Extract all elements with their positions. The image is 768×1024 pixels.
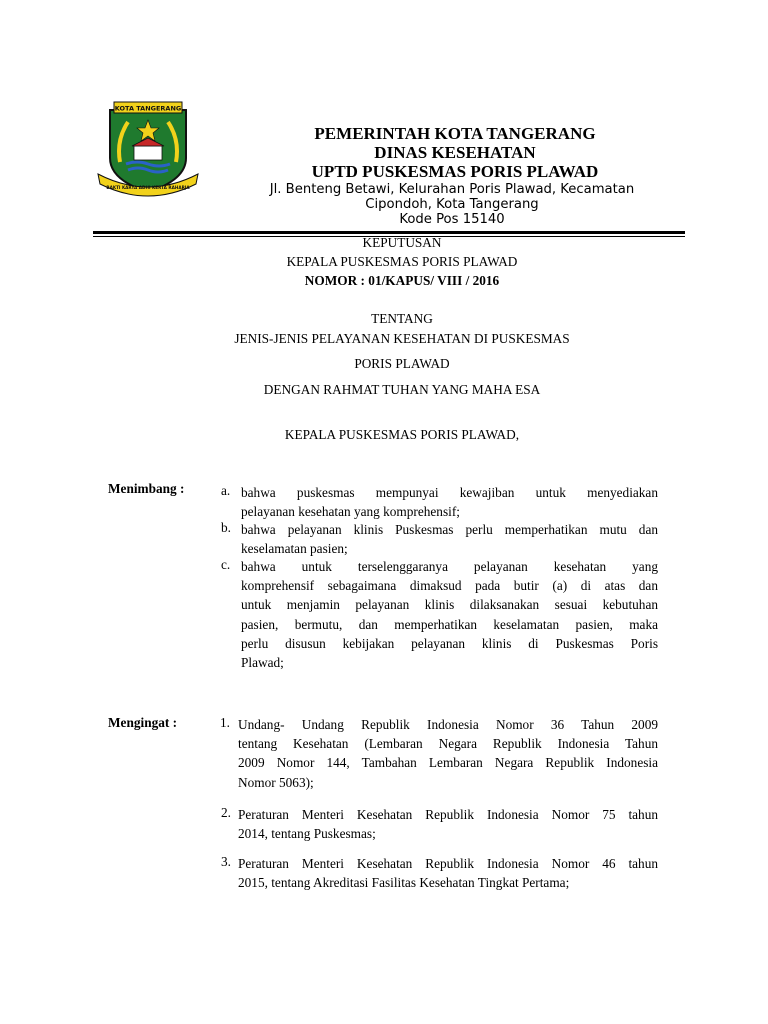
menimbang-item-b xyxy=(241,520,658,558)
menimbang-label: Menimbang : xyxy=(108,481,185,496)
decree-subject-line2: PORIS PLAWAD xyxy=(354,356,450,371)
text-line: Plawad; xyxy=(241,655,284,671)
text-line: 2014, tentang Puskesmas; xyxy=(238,826,376,842)
text-line: bahwa untuk terselenggaranya pelayanan kesehatan yang xyxy=(241,559,658,574)
kota-tangerang-emblem xyxy=(96,100,200,200)
mengingat-item-3 xyxy=(238,854,658,892)
svg-text:BAKTI KARYA ADHI KERTA RAHARJA: BAKTI KARYA ADHI KERTA RAHARJA xyxy=(106,185,190,190)
menimbang-item-c xyxy=(241,557,658,672)
text-line: tentang Kesehatan (Lembaran Negara Republik Indonesia Tahun xyxy=(238,736,658,752)
text-line: pasien, bermutu, dan memperhatikan keselamatan pasien, maka xyxy=(241,616,658,632)
letterhead-address-line1: Jl. Benteng Betawi, Kelurahan Poris Plawad, Kecamatan xyxy=(269,182,635,197)
text-line: Nomor 5063); xyxy=(238,774,314,790)
text-line: 2009 Nomor 144, Tambahan Lembaran Negara Republik Indonesia xyxy=(238,755,658,771)
menimbang-marker-b: b. xyxy=(221,520,231,535)
letterhead-address-line2: Cipondoh, Kota Tangerang xyxy=(365,197,539,212)
decree-signatory: KEPALA PUSKESMAS PORIS PLAWAD, xyxy=(284,427,520,442)
text-line: bahwa pelayanan klinis Puskesmas perlu memperhatikan mutu dan xyxy=(241,522,658,537)
decree-number: NOMOR : 01/KAPUS/ VIII / 2016 xyxy=(304,273,500,288)
letterhead-address-line3: Kode Pos 15140 xyxy=(399,212,505,227)
text-line: perlu disusun kebijakan pelayanan klinis di Puskesmas Poris xyxy=(241,635,658,651)
text-line: komprehensif sebagaimana dimaksud pada butir (a) di atas dan xyxy=(241,578,658,594)
menimbang-marker-a: a. xyxy=(221,483,231,498)
decree-blessing: DENGAN RAHMAT TUHAN YANG MAHA ESA xyxy=(263,382,541,397)
mengingat-item-2 xyxy=(238,805,658,843)
text-line: pelayanan kesehatan yang komprehensif; xyxy=(241,504,460,520)
mengingat-marker-3: 3. xyxy=(221,854,231,869)
mengingat-marker-1: 1. xyxy=(220,715,230,730)
letterhead-institution: UPTD PUSKESMAS PORIS PLAWAD xyxy=(311,162,599,181)
letterhead-department: DINAS KESEHATAN xyxy=(374,143,536,162)
letterhead-government: PEMERINTAH KOTA TANGERANG xyxy=(314,124,596,143)
menimbang-marker-c: c. xyxy=(221,557,231,572)
text-line: Peraturan Menteri Kesehatan Republik Indonesia Nomor 75 tahun xyxy=(238,807,658,822)
decree-heading: KEPUTUSAN xyxy=(362,235,442,250)
decree-issuer: KEPALA PUSKESMAS PORIS PLAWAD xyxy=(286,254,518,269)
text-line: 2015, tentang Akreditasi Fasilitas Kesehatan Tingkat Pertama; xyxy=(238,875,570,891)
mengingat-label: Mengingat : xyxy=(108,715,178,730)
letterhead-rule-thick xyxy=(93,231,685,234)
menimbang-item-a xyxy=(241,483,658,521)
text-line: bahwa puskesmas mempunyai kewajiban untuk menyediakan xyxy=(241,485,658,500)
mengingat-item-1 xyxy=(238,715,658,792)
svg-text:KOTA TANGERANG: KOTA TANGERANG xyxy=(114,104,182,113)
text-line: untuk menjamin pelayanan klinis dilaksanakan sesuai kebutuhan xyxy=(241,597,658,613)
decree-about: TENTANG xyxy=(371,311,433,326)
mengingat-marker-2: 2. xyxy=(221,805,231,820)
text-line: Peraturan Menteri Kesehatan Republik Indonesia Nomor 46 tahun xyxy=(238,856,658,871)
decree-subject-line1: JENIS-JENIS PELAYANAN KESEHATAN DI PUSKESMAS xyxy=(234,331,570,346)
text-line: Undang- Undang Republik Indonesia Nomor 36 Tahun 2009 xyxy=(238,717,658,732)
text-line: keselamatan pasien; xyxy=(241,541,348,557)
